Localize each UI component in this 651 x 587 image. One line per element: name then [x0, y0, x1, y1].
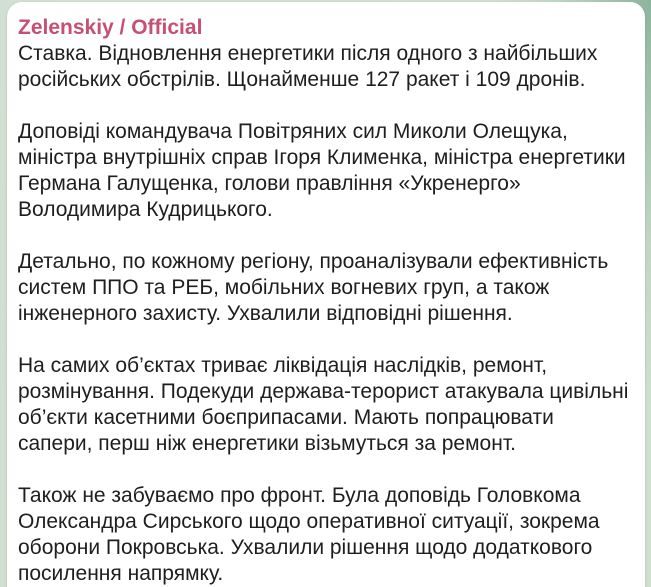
- message-bubble: [7, 2, 645, 587]
- message-paragraph: Доповіді командувача Повітряних сил Миколи Олещука, міністра внутрішніх справ Ігоря Клименка, міністра енергетики Германа Галущенка, голови правління «Укренерго» Володимира Кудрицького.: [18, 120, 626, 221]
- message-paragraph: Детально, по кожному регіону, проаналізували ефективність систем ППО та РЕБ, мобільних вогневих груп, а також інженерного захисту. Ухвалили відповідні рішення.: [18, 250, 609, 325]
- message-paragraph: Ставка. Відновлення енергетики після одного з найбільших російських обстрілів. Щонайменше 127 ракет і 109 дронів.: [18, 42, 598, 91]
- message-paragraph: Також не забуваємо про фронт. Була доповідь Головкома Олександра Сирського щодо оперативної ситуації, зокрема оборони Покровська. Ухвалили рішення щодо додаткового посилення напрямку.: [18, 484, 600, 585]
- channel-name[interactable]: Zelenskiy / Official: [18, 16, 203, 39]
- message-text: [18, 41, 631, 587]
- message-paragraph: На самих об’єктах триває ліквідація наслідків, ремонт, розмінування. Подекуди держава-терорист атакувала цивільні об’єкти касетними боєприпасами. Мають попрацювати сапери, перш ніж енергетики візьмуться за ремонт.: [18, 354, 629, 455]
